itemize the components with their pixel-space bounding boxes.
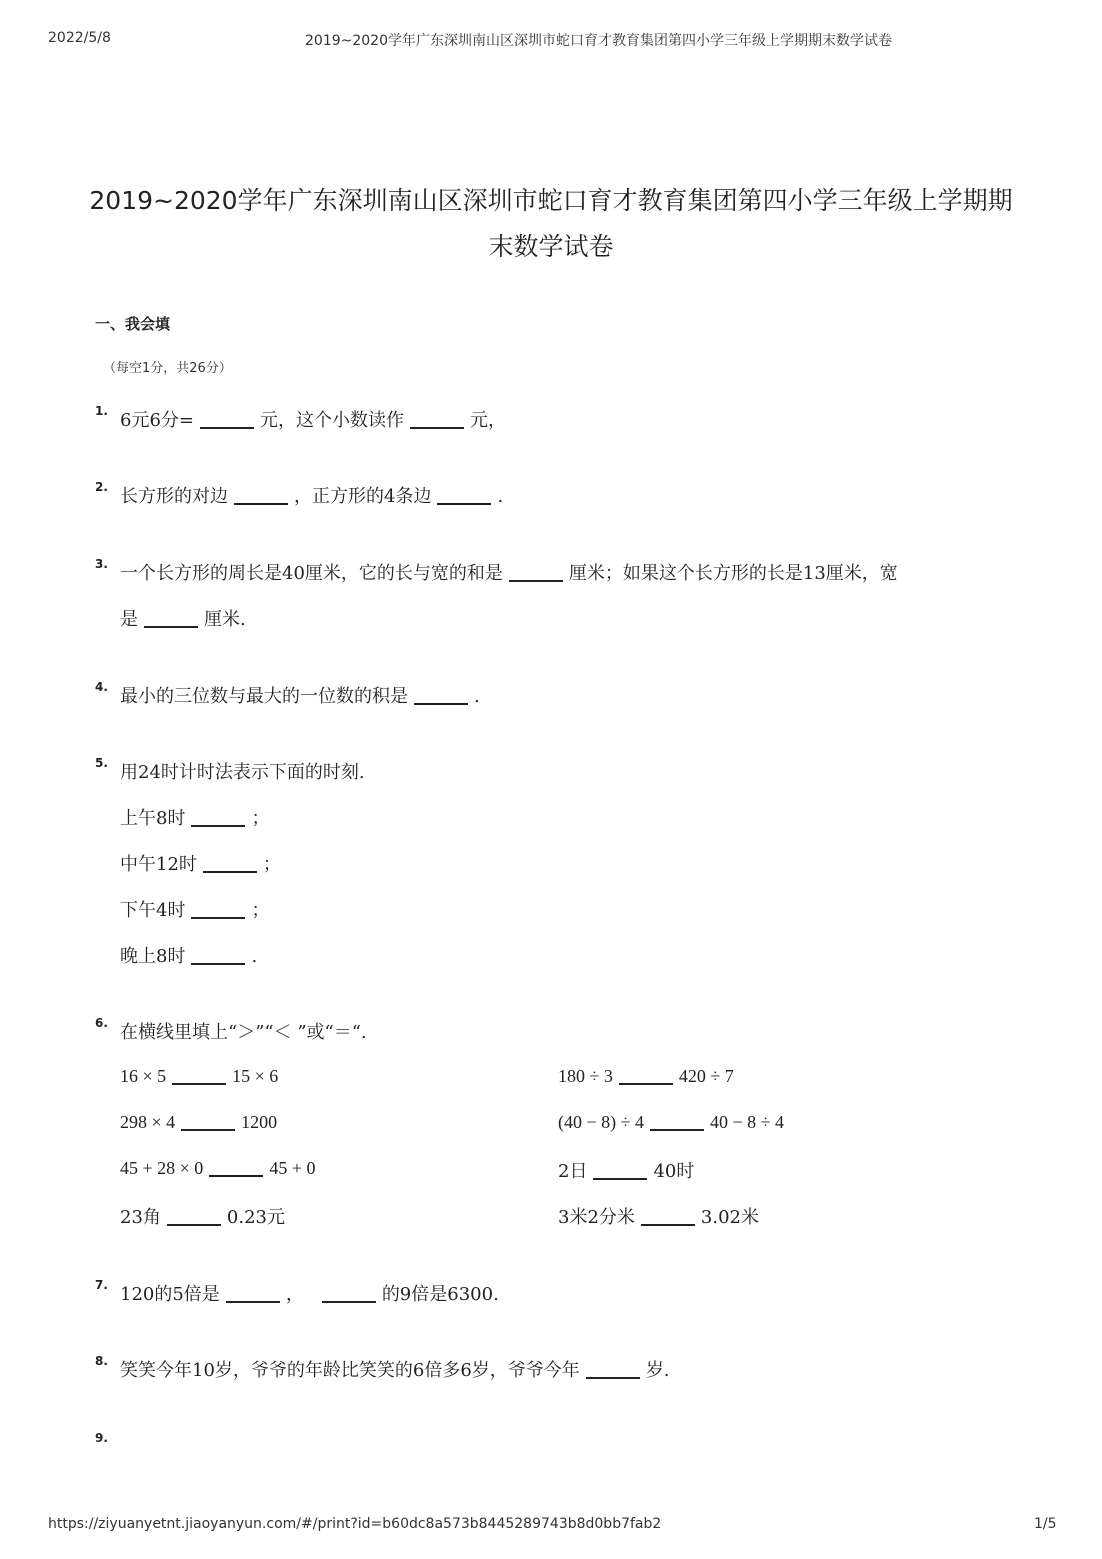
q6-compare-left-3	[120, 1157, 315, 1179]
answer-blank[interactable]	[593, 1160, 647, 1180]
q6-expr-b: 3.02米	[700, 1207, 759, 1228]
q6-compare-right-2	[558, 1111, 784, 1133]
title-line-2: 末数学试卷	[488, 232, 614, 261]
q6-expr-a: 3米2分米	[558, 1207, 635, 1228]
q7-text-a: 120的5倍是	[120, 1284, 220, 1305]
q5-row-2	[120, 850, 281, 876]
question-3-line-2	[120, 605, 246, 631]
q5-r3-text: 下午4时	[120, 900, 186, 921]
q6-expr-a: 45 + 28 × 0	[120, 1158, 204, 1178]
question-8	[120, 1356, 670, 1382]
answer-blank[interactable]	[191, 807, 245, 827]
q3-text-d: 厘米.	[204, 609, 246, 630]
print-date: 2022/5/8	[48, 30, 111, 46]
q1-text-b: 元，这个小数读作	[260, 410, 404, 431]
page-number: 1/5	[1034, 1516, 1057, 1532]
answer-blank[interactable]	[641, 1206, 695, 1226]
print-doc-title: 2019~2020学年广东深圳南山区深圳市蛇口育才教育集团第四小学三年级上学期期末数学试卷	[305, 33, 892, 49]
question-2	[120, 482, 503, 508]
answer-blank[interactable]	[203, 853, 257, 873]
answer-blank[interactable]	[209, 1157, 263, 1177]
q6-expr-b: 40 − 8 ÷ 4	[710, 1112, 785, 1132]
q4-text-a: 最小的三位数与最大的一位数的积是	[120, 686, 408, 707]
q5-r1-end: ；	[251, 808, 270, 829]
q6-expr-b: 0.23元	[226, 1207, 285, 1228]
title-line-1: 2019~2020学年广东深圳南山区深圳市蛇口育才教育集团第四小学三年级上学期期	[89, 186, 1013, 215]
q8-text-a: 笑笑今年10岁，爷爷的年龄比笑笑的6倍多6岁，爷爷今年	[120, 1360, 580, 1381]
answer-blank[interactable]	[191, 945, 245, 965]
q5-r4-text: 晚上8时	[120, 946, 186, 967]
q6-expr-b: 45 + 0	[269, 1158, 316, 1178]
answer-blank[interactable]	[414, 685, 468, 705]
q6-compare-right-4	[558, 1203, 759, 1229]
q5-r3-end: ；	[251, 900, 270, 921]
answer-blank[interactable]	[144, 608, 198, 628]
q7-text-b: ，	[285, 1284, 304, 1305]
q6-expr-b: 1200	[241, 1112, 278, 1132]
question-number: 7.	[95, 1278, 108, 1292]
question-4	[120, 682, 480, 708]
answer-blank[interactable]	[234, 485, 288, 505]
q5-row-4	[120, 942, 257, 968]
q6-expr-a: 2日	[558, 1161, 588, 1182]
q3-text-c: 是	[120, 609, 138, 630]
question-number: 9.	[95, 1431, 108, 1445]
question-number: 5.	[95, 756, 108, 770]
question-6-stem: 在横线里填上“＞”“＜ ”或“＝“.	[120, 1022, 367, 1043]
q1-text-c: 元，	[470, 410, 506, 431]
question-number: 2.	[95, 480, 108, 494]
question-number: 1.	[95, 404, 108, 418]
q3-text-a: 一个长方形的周长是40厘米，它的长与宽的和是	[120, 563, 503, 584]
question-number: 4.	[95, 680, 108, 694]
section-note: （每空1分，共26分）	[103, 361, 232, 376]
q6-compare-left-2	[120, 1111, 277, 1133]
answer-blank[interactable]	[200, 409, 254, 429]
q6-expr-a: (40 − 8) ÷ 4	[558, 1112, 645, 1132]
question-number: 3.	[95, 557, 108, 571]
q6-expr-a: 180 ÷ 3	[558, 1066, 613, 1086]
q6-compare-right-3	[558, 1157, 694, 1183]
q5-row-1	[120, 804, 269, 830]
q5-r4-end: .	[251, 946, 258, 967]
q1-text-a: 6元6分=	[120, 410, 194, 431]
q6-expr-b: 15 × 6	[232, 1066, 279, 1086]
q2-text-b: ，正方形的4条边	[294, 486, 432, 507]
q2-text-a: 长方形的对边	[120, 486, 228, 507]
q6-compare-left-1	[120, 1065, 278, 1087]
question-1	[120, 406, 506, 432]
answer-blank[interactable]	[509, 562, 563, 582]
q7-text-c: 的9倍是6300.	[381, 1284, 499, 1305]
q6-expr-a: 23角	[120, 1207, 161, 1228]
q6-compare-right-1	[558, 1065, 734, 1087]
question-3-line-1	[120, 559, 898, 585]
q5-r2-end: ；	[262, 854, 281, 875]
print-url: https://ziyuanyetnt.jiaoyanyun.com/#/print?id=b60dc8a573b8445289743b8d0bb7fab2	[48, 1516, 662, 1532]
question-number: 6.	[95, 1016, 108, 1030]
answer-blank[interactable]	[586, 1359, 640, 1379]
answer-blank[interactable]	[167, 1206, 221, 1226]
question-number: 8.	[95, 1354, 108, 1368]
q6-expr-a: 16 × 5	[120, 1066, 167, 1086]
q5-r1-text: 上午8时	[120, 808, 186, 829]
answer-blank[interactable]	[410, 409, 464, 429]
answer-blank[interactable]	[650, 1111, 704, 1131]
q3-text-b: 厘米；如果这个长方形的长是13厘米，宽	[568, 563, 898, 584]
answer-blank[interactable]	[619, 1065, 673, 1085]
answer-blank[interactable]	[322, 1283, 376, 1303]
page-title	[80, 178, 1022, 270]
answer-blank[interactable]	[437, 485, 491, 505]
q5-r2-text: 中午12时	[120, 854, 197, 875]
answer-blank[interactable]	[172, 1065, 226, 1085]
q4-text-b: .	[474, 686, 480, 707]
answer-blank[interactable]	[191, 899, 245, 919]
q6-compare-left-4	[120, 1203, 285, 1229]
section-title: 一、我会填	[95, 315, 171, 333]
q6-expr-b: 420 ÷ 7	[678, 1066, 734, 1086]
question-5-stem: 用24时计时法表示下面的时刻.	[120, 762, 365, 783]
q8-text-b: 岁.	[645, 1360, 670, 1381]
q2-text-c: .	[497, 486, 504, 507]
answer-blank[interactable]	[226, 1283, 280, 1303]
answer-blank[interactable]	[181, 1111, 235, 1131]
q5-row-3	[120, 896, 269, 922]
question-7	[120, 1280, 499, 1306]
q6-expr-b: 40时	[653, 1161, 695, 1182]
q6-expr-a: 298 × 4	[120, 1112, 176, 1132]
